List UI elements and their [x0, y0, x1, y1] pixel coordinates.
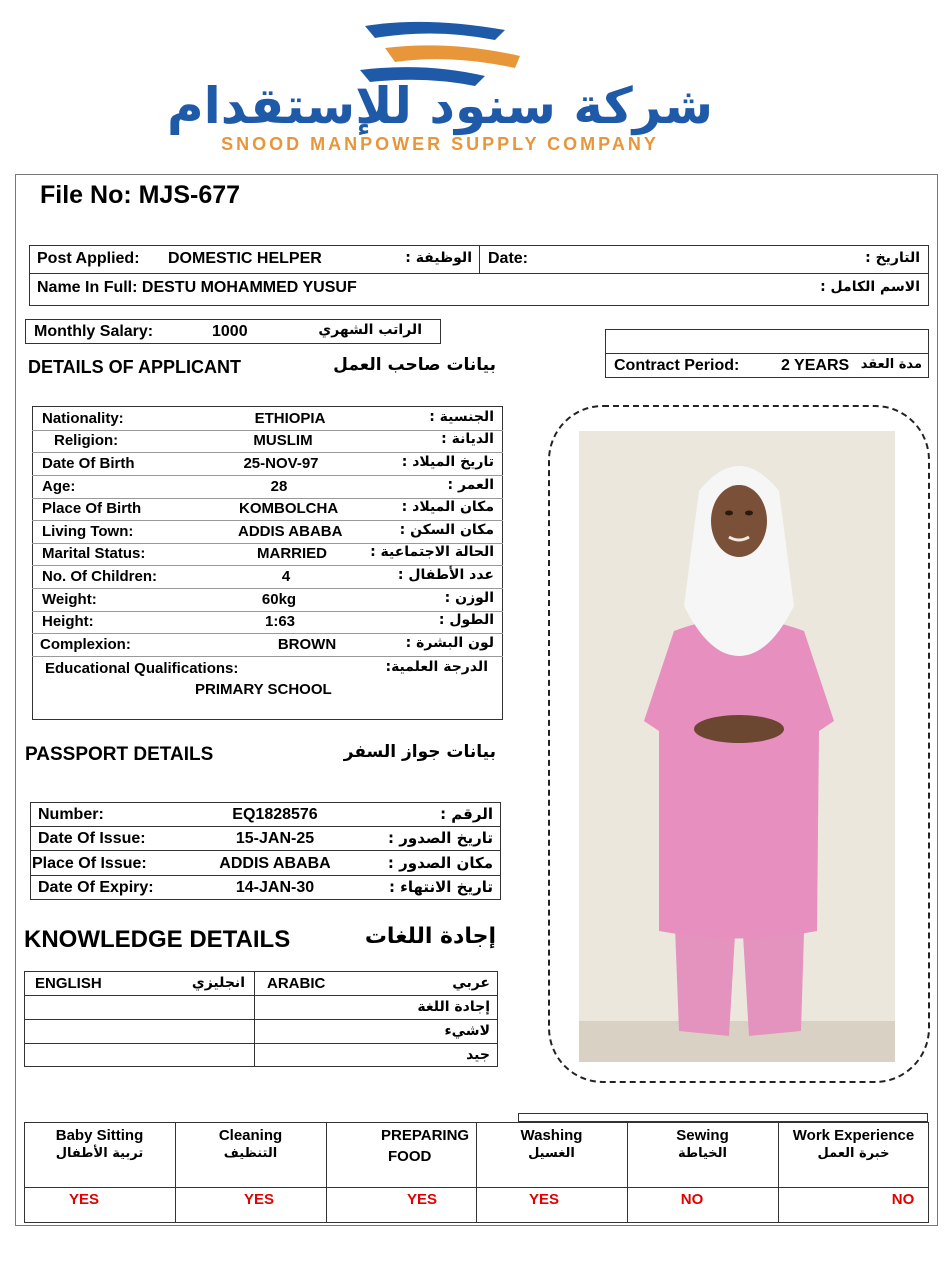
- passport-row-value: EQ1828576: [232, 806, 318, 823]
- salary-arabic: الراتب الشهري: [318, 322, 422, 338]
- row-divider: [32, 588, 503, 589]
- skill-label: Baby Sitting: [55, 1127, 144, 1144]
- skill-value: YES: [528, 1191, 559, 1208]
- arabic-arabic: عربي: [452, 975, 490, 991]
- passport-row-arabic: الرقم :: [440, 805, 493, 823]
- passport-row-arabic: تاريخ الصدور :: [388, 829, 493, 847]
- applicant-row-value: KOMBOLCHA: [239, 500, 339, 517]
- applicant-row-value: 28: [270, 478, 288, 495]
- passport-row-label: Place Of Issue:: [32, 855, 147, 872]
- file-number: File No: MJS-677: [40, 181, 241, 209]
- row-divider: [30, 850, 501, 851]
- skill-label-second: FOOD: [388, 1148, 432, 1165]
- passport-row-value: 15-JAN-25: [235, 830, 315, 847]
- passport-row-value: 14-JAN-30: [235, 879, 315, 896]
- passport-row-label: Number:: [38, 806, 104, 823]
- skill-label: PREPARING: [381, 1127, 470, 1144]
- applicant-row-label: Nationality:: [42, 410, 124, 427]
- skill-label: Sewing: [676, 1127, 729, 1144]
- skill-value: NO: [680, 1191, 704, 1208]
- arabic-label: ARABIC: [267, 975, 326, 992]
- skill-value: YES: [243, 1191, 274, 1208]
- applicant-row-arabic: مكان الميلاد :: [401, 499, 494, 515]
- applicant-row-value: 25-NOV-97: [243, 455, 319, 472]
- contract-label: Contract Period:: [614, 357, 740, 374]
- applicant-row-label: Weight:: [42, 591, 97, 608]
- row-divider: [32, 565, 503, 566]
- applicant-row-label: Religion:: [54, 432, 119, 449]
- applicant-row-value: 4: [281, 568, 291, 585]
- applicant-row-label: Age:: [42, 478, 76, 495]
- full-name-arabic: الاسم الكامل :: [820, 279, 920, 295]
- skills-top-strip: [518, 1113, 928, 1122]
- knowledge-title-arabic: إجادة اللغات: [364, 924, 496, 949]
- applicant-row-arabic: العمر :: [447, 477, 494, 493]
- applicant-row-arabic: الجنسية :: [429, 409, 494, 425]
- passport-title: PASSPORT DETAILS: [25, 744, 214, 765]
- skill-label: Cleaning: [218, 1127, 283, 1144]
- skill-value: NO: [891, 1191, 915, 1208]
- applicant-row-arabic: الحالة الاجتماعية :: [370, 544, 494, 560]
- post-value: DOMESTIC HELPER: [168, 250, 322, 267]
- applicant-row-value: ADDIS ABABA: [238, 523, 343, 540]
- person-photo-icon: [579, 431, 895, 1062]
- skill-label: Work Experience: [792, 1127, 915, 1144]
- passport-row-label: Date Of Issue:: [38, 830, 146, 847]
- english-arabic: انجليزي: [191, 975, 245, 991]
- skill-value: YES: [68, 1191, 99, 1208]
- applicant-row-label: Place Of Birth: [42, 500, 142, 517]
- salary-label: Monthly Salary:: [34, 323, 154, 340]
- row-divider: [32, 475, 503, 476]
- skill-label-arabic: تربية الأطفال: [55, 1146, 144, 1161]
- applicant-row-label: Living Town:: [42, 523, 134, 540]
- row-divider: [30, 826, 501, 827]
- applicant-row-arabic: مكان السكن :: [399, 522, 494, 538]
- company-name-english: SNOOD MANPOWER SUPPLY COMPANY: [221, 134, 659, 154]
- applicant-row-value: 60kg: [261, 591, 297, 608]
- applicant-row-label: Complexion:: [40, 636, 131, 653]
- row-divider: [32, 633, 503, 634]
- knowledge-title: KNOWLEDGE DETAILS: [24, 926, 291, 953]
- contract-value: 2 YEARS: [781, 357, 850, 374]
- applicant-row-arabic: الوزن :: [444, 590, 494, 606]
- language-row-none: لاشيء: [444, 1023, 490, 1039]
- applicant-row-value: MUSLIM: [253, 432, 313, 449]
- row-divider: [32, 520, 503, 521]
- applicant-row-label: No. Of Children:: [42, 568, 157, 585]
- applicant-title-arabic: بيانات صاحب العمل: [333, 355, 496, 375]
- date-label: Date:: [488, 250, 529, 267]
- passport-row-arabic: تاريخ الانتهاء :: [388, 878, 493, 896]
- applicant-title: DETAILS OF APPLICANT: [28, 357, 241, 377]
- applicant-row-label: Date Of Birth: [42, 455, 135, 472]
- post-arabic: الوظيفة :: [405, 250, 472, 266]
- applicant-row-arabic: تاريخ الميلاد :: [401, 454, 494, 470]
- language-row-level: إجادة اللغة: [417, 999, 490, 1015]
- education-value: PRIMARY SCHOOL: [195, 681, 332, 698]
- language-row-good: جيد: [466, 1047, 490, 1063]
- skill-label-arabic: خبرة العمل: [817, 1146, 890, 1161]
- passport-title-arabic: بيانات جواز السفر: [343, 742, 496, 762]
- date-arabic: التاريخ :: [865, 250, 920, 266]
- row-divider: [30, 875, 501, 876]
- skill-label-arabic: الخياطة: [677, 1146, 728, 1161]
- applicant-row-arabic: لون البشرة :: [405, 635, 494, 651]
- applicant-row-value: BROWN: [277, 636, 337, 653]
- education-arabic: الدرجة العلمية:: [385, 659, 488, 675]
- applicant-row-arabic: الديانة :: [441, 431, 494, 447]
- applicant-row-label: Height:: [42, 613, 94, 630]
- applicant-row-value: ETHIOPIA: [254, 410, 326, 427]
- passport-row-label: Date Of Expiry:: [38, 879, 154, 896]
- applicant-row-value: 1:63: [264, 613, 296, 630]
- skill-label-arabic: الغسيل: [528, 1146, 575, 1161]
- applicant-row-label: Marital Status:: [42, 545, 146, 562]
- skill-label: Washing: [520, 1127, 583, 1144]
- salary-value: 1000: [212, 323, 248, 340]
- skills-column-divider: [326, 1122, 327, 1223]
- contract-arabic: مدة العقد: [860, 357, 922, 372]
- skill-value: YES: [406, 1191, 437, 1208]
- row-divider: [32, 656, 503, 657]
- row-divider: [32, 452, 503, 453]
- passport-row-arabic: مكان الصدور :: [387, 854, 493, 872]
- company-name-arabic: شركة سنود للإستقدام: [166, 77, 714, 135]
- skill-label-arabic: التنظيف: [223, 1146, 278, 1161]
- applicant-row-arabic: عدد الأطفال :: [397, 567, 494, 583]
- education-label: Educational Qualifications:: [45, 660, 239, 677]
- post-label: Post Applied:: [37, 250, 140, 267]
- full-name: Name In Full: DESTU MOHAMMED YUSUF: [37, 279, 357, 296]
- applicant-photo: [579, 431, 895, 1062]
- applicant-row-value: MARRIED: [257, 545, 327, 562]
- english-label: ENGLISH: [35, 975, 102, 992]
- applicant-row-arabic: الطول :: [438, 612, 494, 628]
- passport-row-value: ADDIS ABABA: [219, 855, 331, 872]
